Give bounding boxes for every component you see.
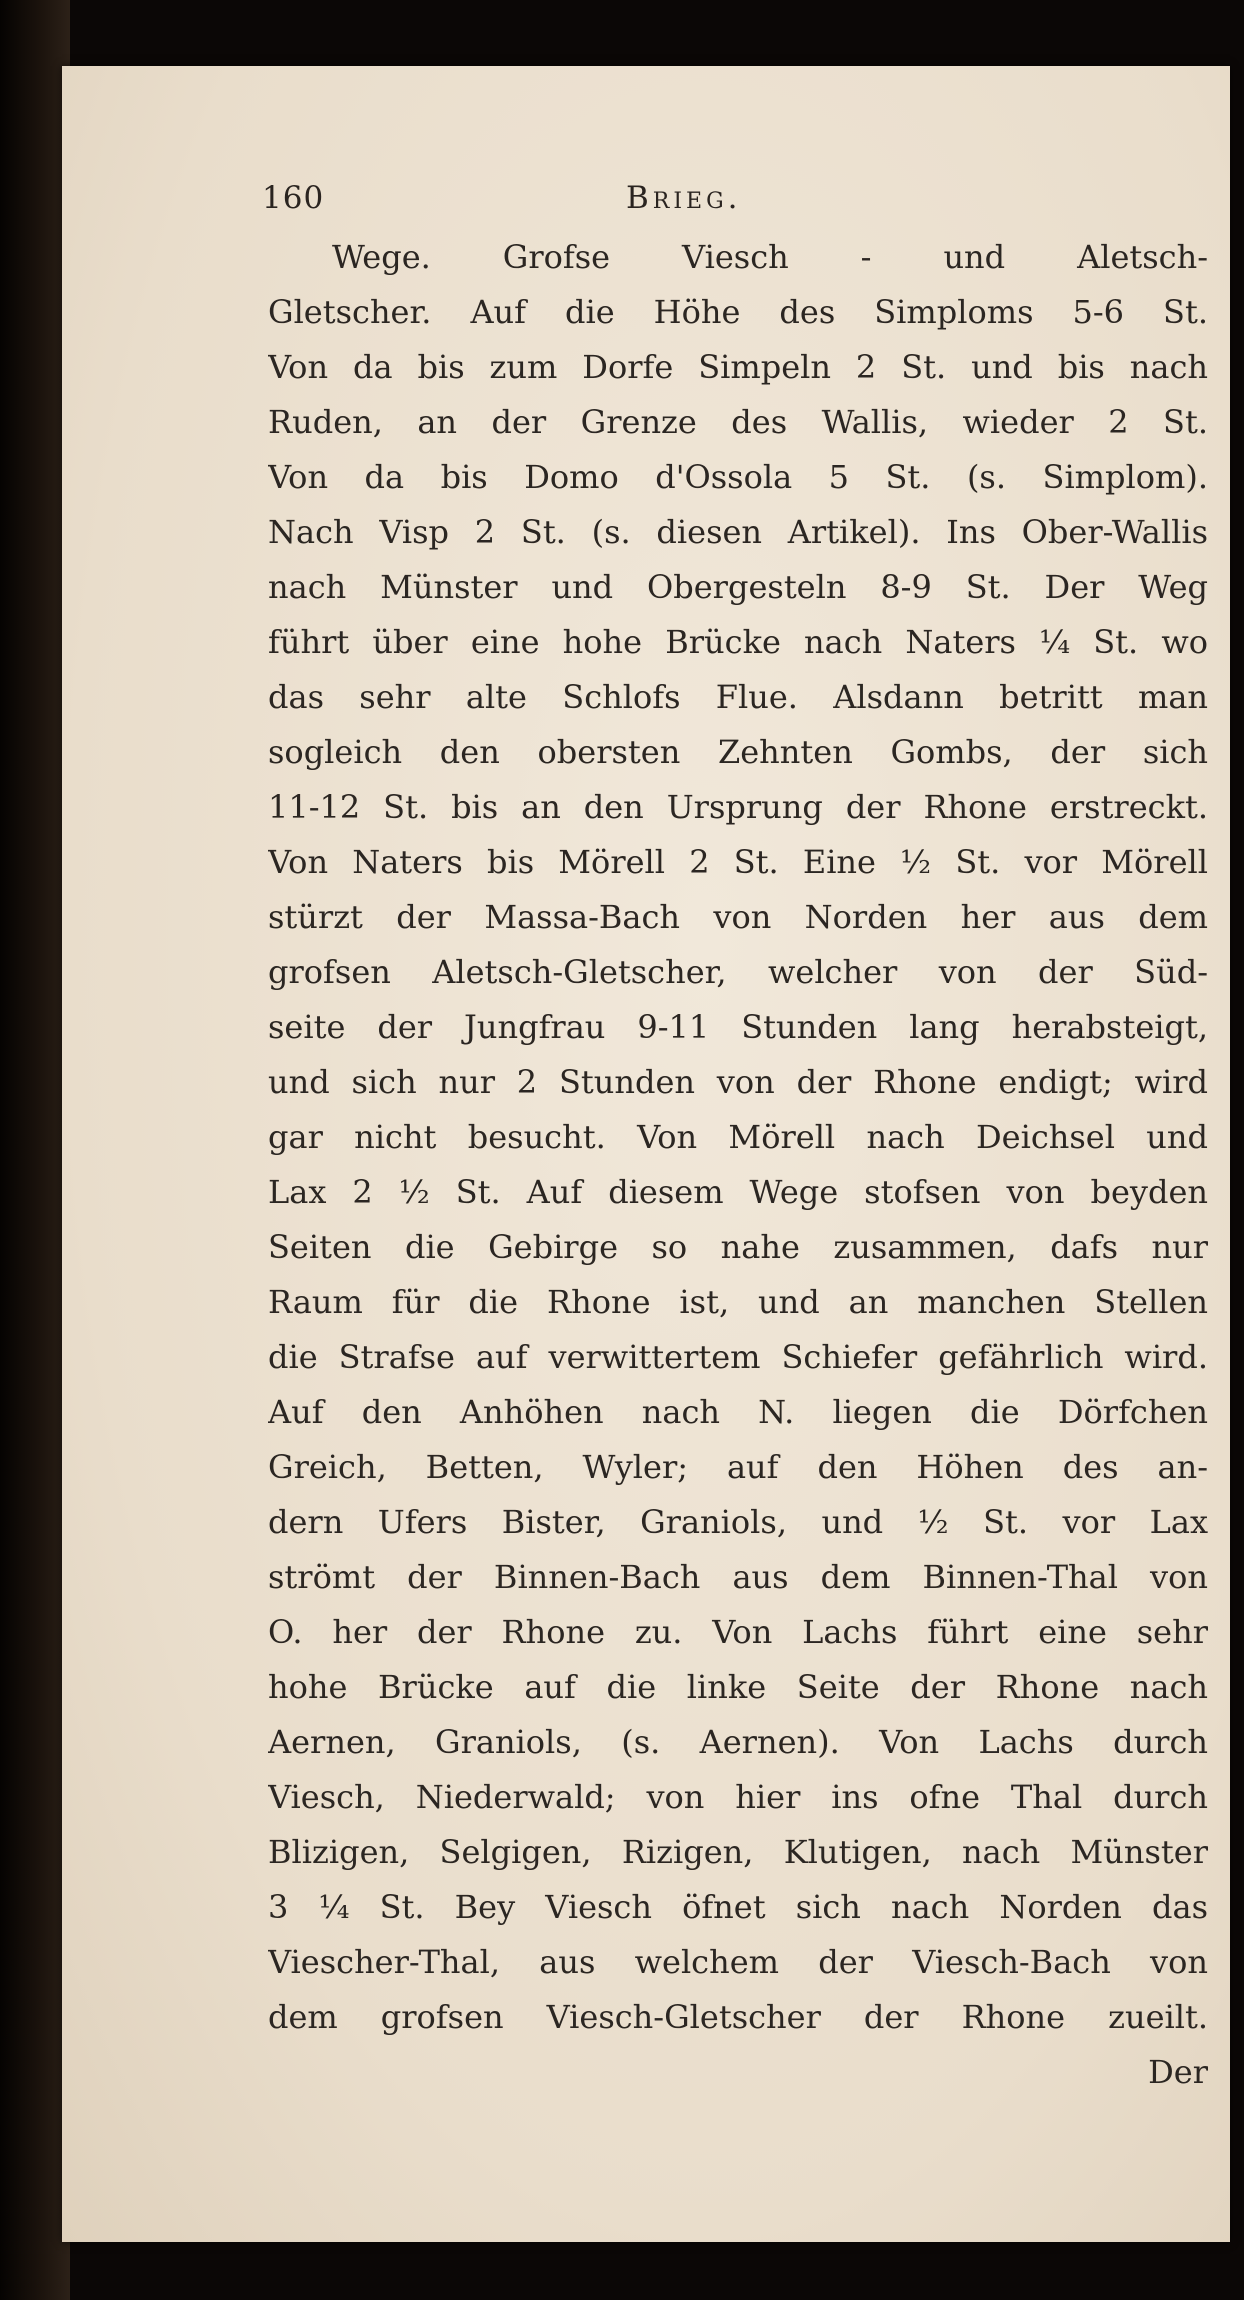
text-line: sogleich den obersten Zehnten Gombs, der sich	[268, 733, 1208, 771]
text-line: Lax 2 ½ St. Auf diesem Wege stofsen von beyden	[268, 1173, 1208, 1211]
text-line: Raum für die Rhone ist, und an manchen Stellen	[268, 1283, 1208, 1321]
text-line: Greich, Betten, Wyler; auf den Höhen des an-	[268, 1448, 1208, 1486]
text-line: Ruden, an der Grenze des Wallis, wieder 2 St.	[268, 403, 1208, 441]
running-head: Brieg.	[626, 180, 742, 216]
text-line: Blizigen, Selgigen, Rizigen, Klutigen, nach Münster	[268, 1833, 1208, 1871]
page-header	[262, 180, 862, 226]
text-line: gar nicht besucht. Von Mörell nach Deichsel und	[268, 1118, 1208, 1156]
text-line: hohe Brücke auf die linke Seite der Rhone nach	[268, 1668, 1208, 1706]
text-line: 11-12 St. bis an den Ursprung der Rhone erstreckt.	[268, 788, 1208, 826]
text-line: die Strafse auf verwittertem Schiefer gefährlich wird.	[268, 1338, 1208, 1376]
text-line: dern Ufers Bister, Graniols, und ½ St. vor Lax	[268, 1503, 1208, 1541]
text-line: grofsen Aletsch-Gletscher, welcher von der Süd-	[268, 953, 1208, 991]
text-line: seite der Jungfrau 9-11 Stunden lang herabsteigt,	[268, 1008, 1208, 1046]
text-line: das sehr alte Schlofs Flue. Alsdann betritt man	[268, 678, 1208, 716]
text-line: und sich nur 2 Stunden von der Rhone endigt; wird	[268, 1063, 1208, 1101]
text-line: strömt der Binnen-Bach aus dem Binnen-Thal von	[268, 1558, 1208, 1596]
text-line: führt über eine hohe Brücke nach Naters ¼ St. wo	[268, 623, 1208, 661]
text-line: Gletscher. Auf die Höhe des Simploms 5-6 St.	[268, 293, 1208, 331]
text-line: Von da bis zum Dorfe Simpeln 2 St. und bis nach	[268, 348, 1208, 386]
text-line: nach Münster und Obergesteln 8-9 St. Der Weg	[268, 568, 1208, 606]
text-line: Nach Visp 2 St. (s. diesen Artikel). Ins Ober-Wallis	[268, 513, 1208, 551]
page-number: 160	[262, 180, 325, 216]
text-line: Von da bis Domo d'Ossola 5 St. (s. Simplom).	[268, 458, 1208, 496]
text-line: Wege. Grofse Viesch - und Aletsch-	[332, 238, 1208, 276]
text-line: Viesch, Niederwald; von hier ins ofne Thal durch	[268, 1778, 1208, 1816]
catchword: Der	[1148, 2053, 1208, 2091]
text-line: Auf den Anhöhen nach N. liegen die Dörfchen	[268, 1393, 1208, 1431]
text-line: dem grofsen Viesch-Gletscher der Rhone zueilt.	[268, 1998, 1208, 2036]
text-line: Viescher-Thal, aus welchem der Viesch-Bach von	[268, 1943, 1208, 1981]
text-line: Aernen, Graniols, (s. Aernen). Von Lachs durch	[268, 1723, 1208, 1761]
body-text	[268, 230, 1208, 2100]
text-line: Von Naters bis Mörell 2 St. Eine ½ St. vor Mörell	[268, 843, 1208, 881]
text-line: O. her der Rhone zu. Von Lachs führt eine sehr	[268, 1613, 1208, 1651]
text-line: 3 ¼ St. Bey Viesch öfnet sich nach Norden das	[268, 1888, 1208, 1926]
text-line: stürzt der Massa-Bach von Norden her aus dem	[268, 898, 1208, 936]
text-line: Seiten die Gebirge so nahe zusammen, dafs nur	[268, 1228, 1208, 1266]
book-spine-shadow	[0, 0, 70, 2300]
